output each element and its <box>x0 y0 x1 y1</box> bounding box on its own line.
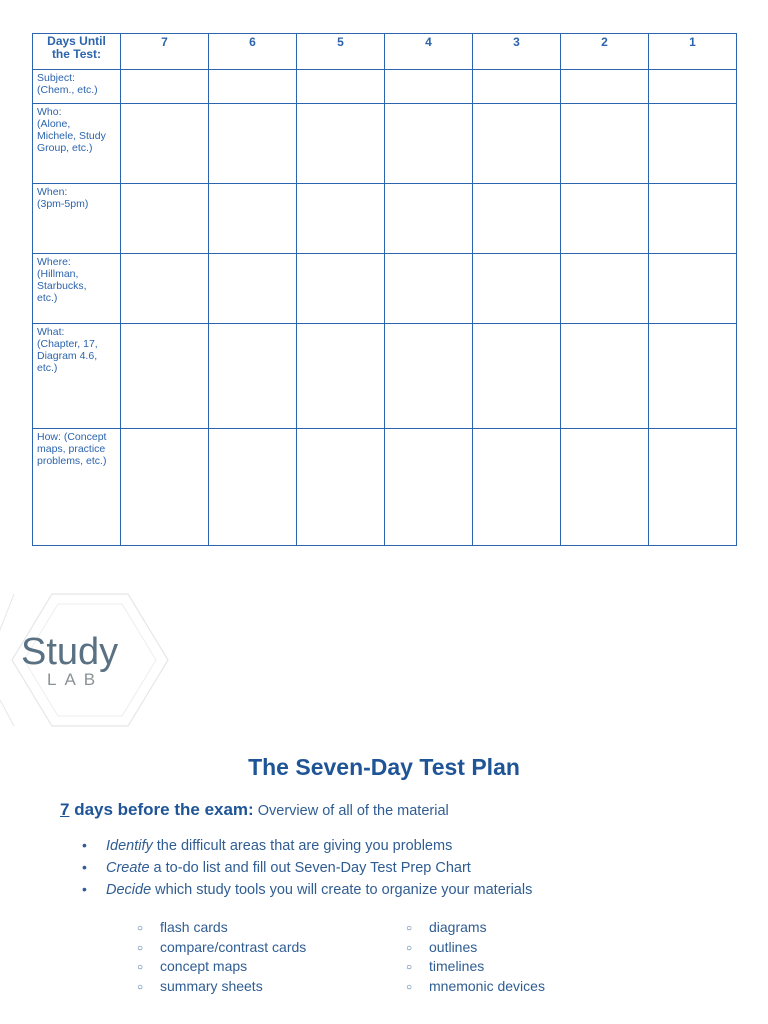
chart-row-who <box>33 104 737 184</box>
plan-cell[interactable] <box>209 429 297 546</box>
circle-bullet-icon: ○ <box>137 942 144 954</box>
day-header: 6 <box>209 34 297 70</box>
plan-cell[interactable] <box>209 70 297 104</box>
chart-row-how <box>33 429 737 546</box>
row-label-where: Where: (Hillman, Starbucks, etc.) <box>33 254 121 324</box>
plan-cell[interactable] <box>121 254 209 324</box>
row-label-when: When: (3pm-5pm) <box>33 184 121 254</box>
plan-cell[interactable] <box>649 104 737 184</box>
plan-cell[interactable] <box>297 254 385 324</box>
logo-wordmark: Study <box>21 631 119 673</box>
day-label: days before the exam: <box>69 800 254 819</box>
plan-cell[interactable] <box>297 429 385 546</box>
day-header: 3 <box>473 34 561 70</box>
list-item: ○ flash cards <box>137 918 306 938</box>
list-item: ○ outlines <box>406 938 545 958</box>
day-header: 5 <box>297 34 385 70</box>
chart-row-what <box>33 324 737 429</box>
bullet-icon: • <box>82 837 87 853</box>
day-header: 2 <box>561 34 649 70</box>
plan-cell[interactable] <box>209 254 297 324</box>
plan-cell[interactable] <box>561 184 649 254</box>
plan-cell[interactable] <box>473 324 561 429</box>
list-item: ○ diagrams <box>406 918 545 938</box>
days-until-test-header: Days Until the Test: <box>33 34 121 70</box>
plan-cell[interactable] <box>561 104 649 184</box>
plan-cell[interactable] <box>121 104 209 184</box>
plan-cell[interactable] <box>209 104 297 184</box>
plan-cell[interactable] <box>297 324 385 429</box>
day-header: 4 <box>385 34 473 70</box>
plan-cell[interactable] <box>561 429 649 546</box>
plan-cell[interactable] <box>121 184 209 254</box>
plan-cell[interactable] <box>385 429 473 546</box>
plan-cell[interactable] <box>561 70 649 104</box>
plan-cell[interactable] <box>121 324 209 429</box>
logo-subtitle: LAB <box>47 670 104 689</box>
circle-bullet-icon: ○ <box>406 942 413 954</box>
list-item: ○ timelines <box>406 957 545 977</box>
plan-cell[interactable] <box>561 254 649 324</box>
study-tools-list-left <box>137 918 306 996</box>
plan-cell[interactable] <box>121 429 209 546</box>
page-title: The Seven-Day Test Plan <box>248 754 520 780</box>
plan-cell[interactable] <box>473 104 561 184</box>
bullet-icon: • <box>82 859 87 875</box>
circle-bullet-icon: ○ <box>406 923 413 934</box>
study-tools-list-right <box>406 918 545 996</box>
plan-cell[interactable] <box>649 324 737 429</box>
plan-cell[interactable] <box>385 254 473 324</box>
row-label-how: How: (Concept maps, practice problems, etc.) <box>33 429 121 546</box>
chart-row-where <box>33 254 737 324</box>
plan-cell[interactable] <box>385 324 473 429</box>
circle-bullet-icon: ○ <box>137 962 144 973</box>
plan-cell[interactable] <box>297 184 385 254</box>
day-header: 1 <box>649 34 737 70</box>
list-item: • Create a to-do list and fill out Seven-Day Test Prep Chart <box>82 856 532 878</box>
plan-cell[interactable] <box>649 429 737 546</box>
plan-cell[interactable] <box>473 184 561 254</box>
plan-cell[interactable] <box>649 254 737 324</box>
list-item: • Identify the difficult areas that are giving you problems <box>82 834 532 856</box>
chart-row-when <box>33 184 737 254</box>
seven-day-prep-chart <box>32 33 737 546</box>
plan-cell[interactable] <box>473 70 561 104</box>
row-label-subject: Subject: (Chem., etc.) <box>33 70 121 104</box>
list-item: ○ mnemonic devices <box>406 977 545 997</box>
circle-bullet-icon: ○ <box>137 981 144 993</box>
plan-cell[interactable] <box>649 184 737 254</box>
plan-cell[interactable] <box>473 254 561 324</box>
circle-bullet-icon: ○ <box>137 923 144 934</box>
list-item: • Decide which study tools you will create to organize your materials <box>82 878 532 900</box>
plan-cell[interactable] <box>473 429 561 546</box>
plan-cell[interactable] <box>121 70 209 104</box>
day-header: 7 <box>121 34 209 70</box>
day-description: Overview of all of the material <box>253 803 449 819</box>
row-label-who: Who: (Alone, Michele, Study Group, etc.) <box>33 104 121 184</box>
plan-cell[interactable] <box>209 184 297 254</box>
day-heading <box>60 800 449 820</box>
plan-cell[interactable] <box>297 70 385 104</box>
task-bullet-list <box>82 834 532 900</box>
bullet-icon: • <box>82 881 87 897</box>
plan-cell[interactable] <box>385 104 473 184</box>
plan-cell[interactable] <box>297 104 385 184</box>
day-number: 7 <box>60 800 70 819</box>
chart-row-subject <box>33 70 737 104</box>
circle-bullet-icon: ○ <box>406 981 413 993</box>
plan-cell[interactable] <box>561 324 649 429</box>
list-item: ○ concept maps <box>137 957 306 977</box>
plan-cell[interactable] <box>649 70 737 104</box>
row-label-what: What: (Chapter, 17, Diagram 4.6, etc.) <box>33 324 121 429</box>
plan-cell[interactable] <box>385 70 473 104</box>
plan-cell[interactable] <box>209 324 297 429</box>
list-item: ○ compare/contrast cards <box>137 938 306 958</box>
chart-header-row <box>33 34 737 70</box>
list-item: ○ summary sheets <box>137 977 306 997</box>
plan-cell[interactable] <box>385 184 473 254</box>
circle-bullet-icon: ○ <box>406 962 413 973</box>
